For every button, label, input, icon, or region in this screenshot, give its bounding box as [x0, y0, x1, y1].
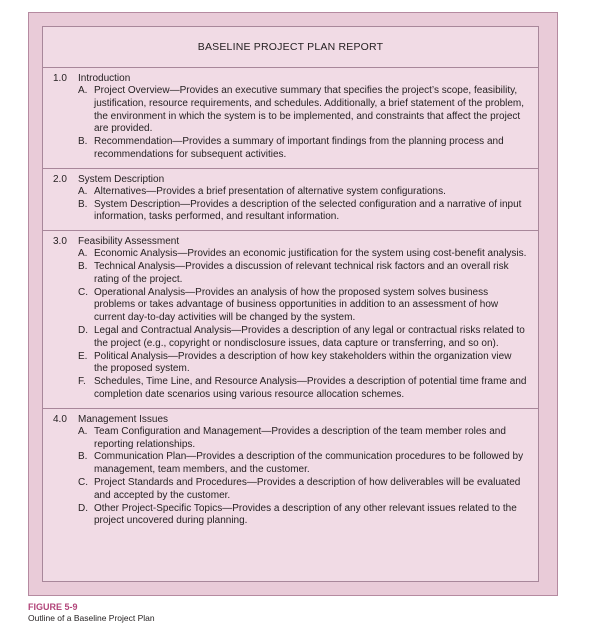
- item-text: Communication Plan—Provides a description of the communication procedures to be followed by management, team members, and the customer.: [94, 451, 524, 476]
- item-text: Schedules, Time Line, and Resource Analysis—Provides a description of potential time frame and completion date scenarios using various resource allocation schemes.: [94, 376, 527, 400]
- item-letter: B.: [78, 451, 88, 463]
- item-text: Economic Analysis—Provides an economic justification for the system using cost-benefit analysis.: [94, 248, 527, 260]
- list-item: [78, 477, 528, 503]
- item-letter: F.: [78, 376, 86, 388]
- section: [43, 68, 538, 169]
- item-text: Other Project-Specific Topics—Provides a description of any other relevant issues related to the project uncovered during planning.: [94, 502, 517, 527]
- item-text: Team Configuration and Management—Provides a description of the team member roles and reporting relationships.: [94, 425, 506, 450]
- list-item: [78, 261, 528, 287]
- section-title: Introduction: [78, 73, 131, 84]
- item-letter: A.: [78, 248, 88, 260]
- item-letter: B.: [78, 260, 88, 272]
- list-item: [78, 199, 528, 225]
- item-letter: B.: [78, 136, 88, 148]
- item-letter: A.: [78, 85, 88, 96]
- section: [43, 231, 538, 409]
- report-box: [42, 26, 539, 582]
- item-text: Political Analysis—Provides a description of how key stakeholders within the organization view the proposed system.: [94, 350, 512, 375]
- section: [43, 409, 538, 534]
- section-heading: [53, 72, 528, 85]
- section-heading: [53, 413, 528, 426]
- item-text: Alternatives—Provides a brief presentation of alternative system configurations.: [94, 185, 446, 197]
- list-item: [78, 85, 528, 136]
- section-heading: [53, 235, 528, 248]
- section-heading: [53, 173, 528, 186]
- list-item: [78, 426, 528, 452]
- section-title: System Description: [78, 173, 165, 185]
- item-letter: E.: [78, 350, 88, 362]
- item-letter: D.: [78, 502, 88, 514]
- section-title: Feasibility Assessment: [78, 236, 180, 248]
- list-item: [78, 136, 528, 162]
- item-text: Technical Analysis—Provides a discussion of relevant technical risk factors and an overall risk rating of the project.: [94, 260, 509, 285]
- report-title: BASELINE PROJECT PLAN REPORT: [43, 27, 538, 68]
- item-text: System Description—Provides a description of the selected configuration and a narrative of input information, tasks performed, and resultant information.: [94, 198, 522, 223]
- section: [43, 169, 538, 231]
- section-number: 3.0: [53, 236, 67, 248]
- sections-container: [43, 68, 538, 534]
- list-item: [78, 376, 528, 402]
- list-item: [78, 287, 528, 325]
- list-item: [78, 186, 528, 199]
- list-item: [78, 248, 528, 261]
- item-text: Legal and Contractual Analysis—Provides a description of any legal or contractual risks related to the project (e.g., copyright or nondisclosure issues, data capture or transferring, and so on).: [94, 324, 525, 349]
- list-item: [78, 503, 528, 529]
- figure-label: FIGURE 5-9: [28, 602, 78, 612]
- list-item: [78, 351, 528, 377]
- item-text: Recommendation—Provides a summary of important findings from the planning process and recommendations for subsequent activities.: [94, 136, 504, 160]
- list-item: [78, 451, 528, 477]
- figure-caption: Outline of a Baseline Project Plan: [28, 613, 155, 623]
- item-letter: D.: [78, 324, 88, 336]
- section-number: 2.0: [53, 173, 67, 185]
- section-number: 4.0: [53, 413, 67, 425]
- item-text: Operational Analysis—Provides an analysis of how the proposed system solves business problems or takes advantage of business opportunities in addition to an assessment of how current day-to-day activities will be changed by the system.: [94, 286, 499, 324]
- section-title: Management Issues: [78, 413, 169, 425]
- item-text: Project Standards and Procedures—Provides a description of how deliverables will be evaluated and accepted by the customer.: [94, 476, 521, 501]
- list-item: [78, 325, 528, 351]
- figure-caption-block: [28, 601, 328, 624]
- item-letter: C.: [78, 476, 88, 488]
- item-letter: C.: [78, 286, 88, 298]
- item-letter: A.: [78, 425, 88, 437]
- item-text: Project Overview—Provides an executive summary that specifies the project’s scope, feasibility, justification, resource requirements, and schedules. Additionally, a brief statement of the problem, the environment in which the system is to be implemented, and constraints that affect the project are provided.: [94, 85, 525, 135]
- item-letter: B.: [78, 198, 88, 210]
- item-letter: A.: [78, 185, 88, 197]
- section-number: 1.0: [53, 73, 67, 84]
